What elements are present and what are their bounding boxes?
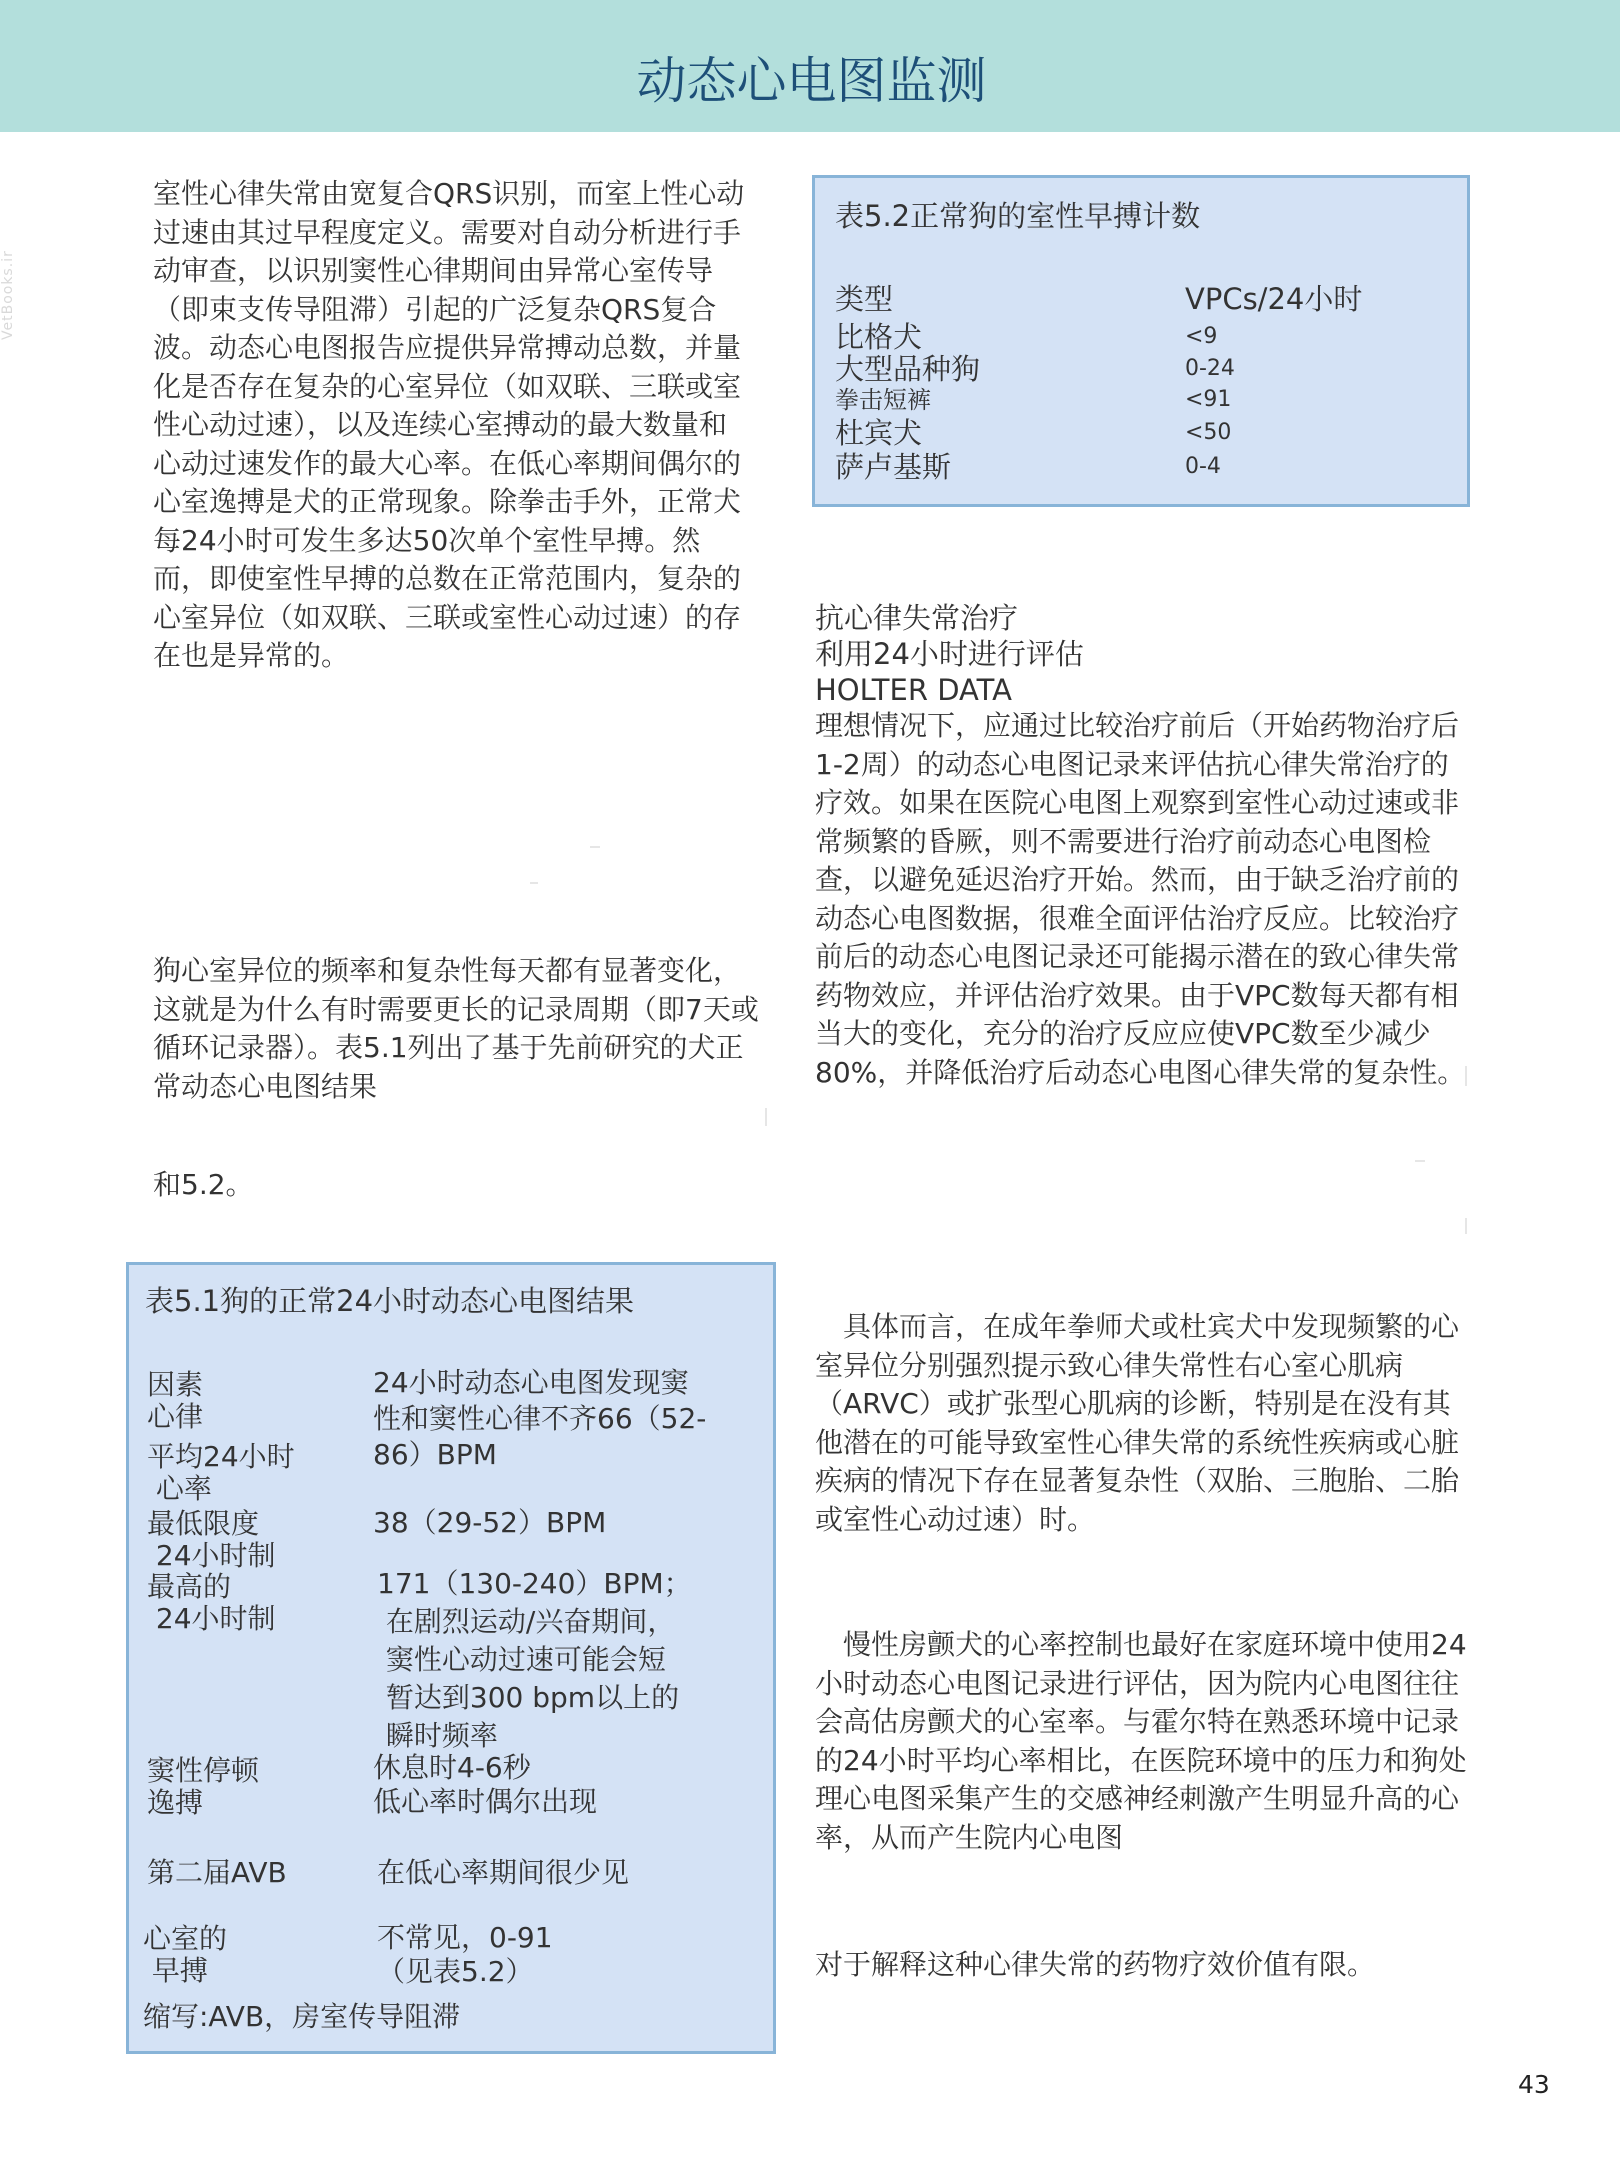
section-heading-line-2: 利用24小时进行评估 — [815, 637, 1084, 671]
scan-speck — [1465, 1218, 1467, 1234]
watermark-text: VetBooks.ir — [0, 250, 16, 340]
table-5-1-value: 休息时4-6秒 低心率时偶尔出现 — [373, 1751, 598, 1818]
table-5-1-value: 在低心率期间很少见 — [377, 1856, 630, 1889]
table-5-2-value: <50 — [1185, 420, 1232, 445]
scan-speck — [590, 846, 600, 848]
table-5-2-type: 杜宾犬 — [835, 416, 923, 450]
table-5-1-value: 38（29-52）BPM — [373, 1506, 607, 1539]
section-heading-line-1: 抗心律失常治疗 — [815, 601, 1019, 635]
table-5-2-type: 比格犬 — [835, 320, 923, 354]
table-5-2-type: 萨卢基斯 — [835, 450, 952, 484]
table-5-2-value: <91 — [1185, 387, 1232, 412]
table-row — [835, 416, 1455, 450]
table-5-1-label: 最低限度 24小时制 — [147, 1507, 276, 1572]
page-number: 43 — [1518, 2070, 1550, 2099]
table-5-2-type: 拳击短裤 — [835, 386, 931, 414]
table-5-1-label: 平均24小时 心率 — [147, 1440, 295, 1505]
table-5-1-label: 窦性停顿 逸搏 — [147, 1754, 260, 1819]
right-paragraph-3-tail: 对于解释这种心律失常的药物疗效价值有限。 — [815, 1948, 1376, 1981]
page-title: 动态心电图监测 — [636, 52, 987, 110]
table-row — [835, 450, 1455, 484]
table-5-1-value: 171（130-240）BPM； 在剧烈运动/兴奋期间， 窦性心动过速可能会短 暂达到300 bpm以上的 瞬时频率 — [377, 1567, 692, 1752]
table-5-2-header-value: VPCs/24小时 — [1185, 282, 1363, 316]
table-5-2-value: <9 — [1185, 324, 1218, 349]
right-paragraph-3: 慢性房颤犬的心率控制也最好在家庭环境中使用24小时动态心电图记录进行评估，因为院内心电图往往会高估房颤犬的心室率。与霍尔特在熟悉环境中记录的24小时平均心率相比，在医院环境中的压力和狗处理心电图采集产生的交感神经刺激产生明显升高的心率，从而产生院内心电图 — [815, 1628, 1467, 1854]
table-5-1-label: 第二届AVB — [147, 1856, 287, 1889]
table-5-2-title: 表5.2正常狗的室性早搏计数 — [835, 199, 1201, 233]
table-5-1-label: 因素 心律 — [147, 1368, 204, 1433]
scan-speck — [1465, 1066, 1467, 1086]
scan-speck — [530, 882, 538, 884]
table-5-2-type: 大型品种狗 — [835, 352, 981, 386]
table-5-1-footnote: 缩写:AVB，房室传导阻滞 — [143, 2000, 461, 2033]
table-row — [835, 320, 1455, 354]
table-5-1-value: 不常见，0-91 （见表5.2） — [377, 1921, 553, 1988]
scan-speck — [765, 1108, 767, 1126]
left-paragraph-1: 室性心律失常由宽复合QRS识别，而室上性心动过速由其过早程度定义。需要对自动分析进行手动审查，以识别窦性心律期间由异常心室传导（即束支传导阻滞）引起的广泛复杂QRS复合波。动态心电图报告应提供异常搏动总数，并量化是否存在复杂的心室异位（如双联、三联或室性心动过速），以及连续心室搏动的最大数量和心动过速发作的最大心率。在低心率期间偶尔的心室逸搏是犬的正常现象。除拳击手外，正常犬每24小时可发生多达50次单个室性早搏。然而，即使室性早搏的总数在正常范围内，复杂的心室异位（如双联、三联或室性心动过速）的存在也是异常的。 — [153, 177, 745, 672]
table-5-1 — [126, 1262, 776, 2054]
table-5-2-header-type: 类型 — [835, 282, 894, 316]
scan-speck — [1415, 1160, 1425, 1162]
table-row — [835, 352, 1455, 386]
table-row — [835, 383, 1455, 417]
table-5-2-value: 0-24 — [1185, 356, 1235, 381]
table-5-1-value: 24小时动态心电图发现窦 性和窦性心律不齐66（52- 86）BPM — [373, 1366, 707, 1471]
table-5-1-title: 表5.1狗的正常24小时动态心电图结果 — [145, 1284, 635, 1318]
table-5-2-header-row — [835, 282, 1455, 316]
section-heading-line-3: HOLTER DATA — [815, 673, 1012, 707]
left-paragraph-2: 狗心室异位的频率和复杂性每天都有显著变化，这就是为什么有时需要更长的记录周期（即7天或循环记录器）。表5.1列出了基于先前研究的犬正常动态心电图结果 — [153, 954, 759, 1103]
table-5-1-label: 心室的 早搏 — [143, 1922, 228, 1987]
left-paragraph-2-tail: 和5.2。 — [153, 1168, 254, 1201]
table-5-2-value: 0-4 — [1185, 454, 1221, 479]
table-5-2 — [812, 175, 1470, 507]
right-paragraph-2: 具体而言，在成年拳师犬或杜宾犬中发现频繁的心室异位分别强烈提示致心律失常性右心室心肌病（ARVC）或扩张型心肌病的诊断，特别是在没有其他潜在的可能导致室性心律失常的系统性疾病或心脏疾病的情况下存在显著复杂性（双胎、三胞胎、二胎或室性心动过速）时。 — [815, 1310, 1460, 1536]
page-header — [0, 0, 1620, 132]
table-5-1-label: 最高的 24小时制 — [147, 1570, 276, 1635]
right-paragraph-1: 理想情况下，应通过比较治疗前后（开始药物治疗后1-2周）的动态心电图记录来评估抗心律失常治疗的疗效。如果在医院心电图上观察到室性心动过速或非常频繁的昏厥，则不需要进行治疗前动态心电图检查，以避免延迟治疗开始。然而，由于缺乏治疗前的动态心电图数据，很难全面评估治疗反应。比较治疗前后的动态心电图记录还可能揭示潜在的致心律失常药物效应，并评估治疗效果。由于VPC数每天都有相当大的变化，充分的治疗反应应使VPC数至少减少80%，并降低治疗后动态心电图心律失常的复杂性。 — [815, 709, 1466, 1089]
